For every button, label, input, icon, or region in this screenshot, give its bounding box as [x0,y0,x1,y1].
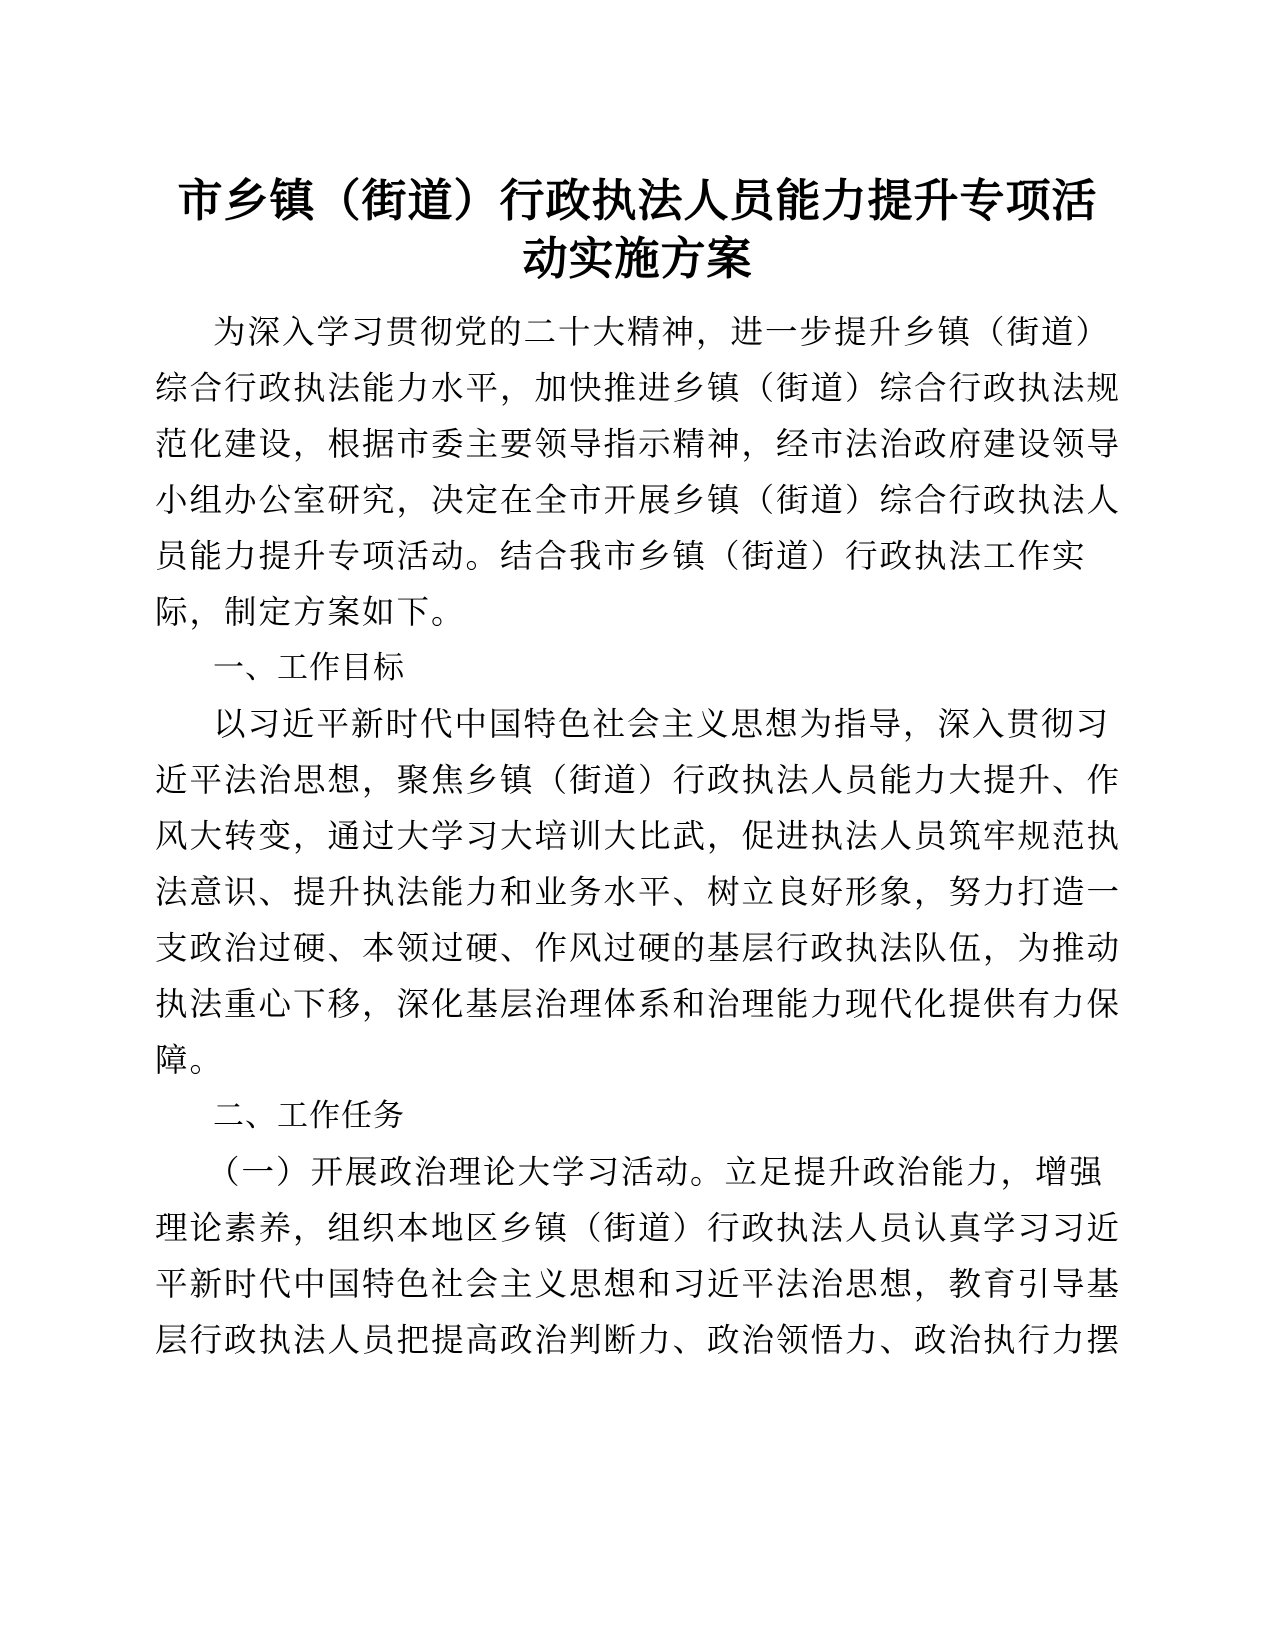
section-1-line-1: 以习近平新时代中国特色社会主义思想为指导，深入贯彻习 [213,705,1111,743]
intro-line-3: 范化建设，根据市委主要领导指示精神，经市法治政府建设领导 [155,425,1122,463]
section-2-line-3: 平新时代中国特色社会主义思想和习近平法治思想，教育引导基 [155,1265,1122,1303]
section-1-line-3: 风大转变，通过大学习大培训大比武，促进执法人员筑牢规范执 [155,817,1122,855]
section-2-line-1: （一）开展政治理论大学习活动。立足提升政治能力，增强 [207,1153,1105,1191]
section-1-line-4: 法意识、提升执法能力和业务水平、树立良好形象，努力打造一 [155,873,1122,911]
section-2-line-2: 理论素养，组织本地区乡镇（街道）行政执法人员认真学习习近 [155,1209,1122,1247]
section-1-line-2: 近平法治思想，聚焦乡镇（街道）行政执法人员能力大提升、作 [155,761,1122,799]
title-line-2: 动实施方案 [522,232,753,285]
document-title [150,172,1125,288]
intro-line-1: 为深入学习贯彻党的二十大精神，进一步提升乡镇（街道） [213,313,1111,351]
title-line-1: 市乡镇（街道）行政执法人员能力提升专项活 [177,174,1098,227]
section-1-line-6: 执法重心下移，深化基层治理体系和治理能力现代化提供有力保 [155,985,1122,1023]
section-2-line-4: 层行政执法人员把提高政治判断力、政治领悟力、政治执行力摆 [155,1321,1122,1359]
section-1-line-5: 支政治过硬、本领过硬、作风过硬的基层行政执法队伍，为推动 [155,929,1122,967]
section-2-heading: 二、工作任务 [213,1098,405,1134]
intro-line-6: 际，制定方案如下。 [155,593,466,631]
intro-line-2: 综合行政执法能力水平，加快推进乡镇（街道）综合行政执法规 [155,369,1122,407]
intro-line-5: 员能力提升专项活动。结合我市乡镇（街道）行政执法工作实 [155,537,1087,575]
section-1-heading: 一、工作目标 [213,650,405,686]
section-1-line-7: 障。 [155,1041,225,1079]
intro-line-4: 小组办公室研究，决定在全市开展乡镇（街道）综合行政执法人 [155,481,1122,519]
